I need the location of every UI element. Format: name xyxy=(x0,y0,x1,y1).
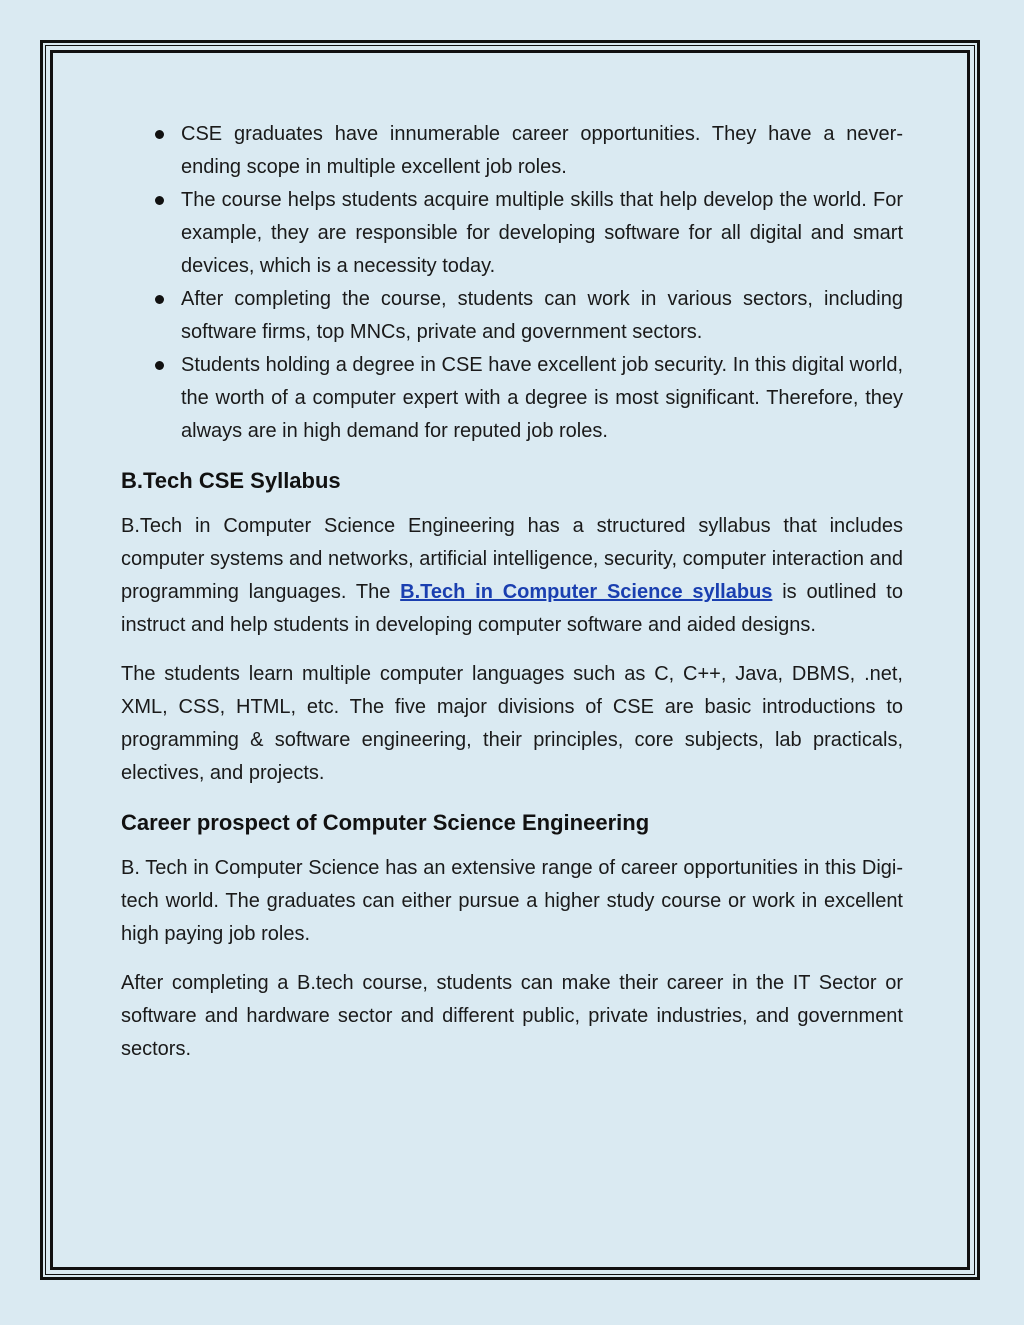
career-heading: Career prospect of Computer Science Engineering xyxy=(121,810,650,835)
bullet-icon xyxy=(155,361,164,370)
career-paragraph-1: B. Tech in Computer Science has an extensive range of career opportunities in this Digi-tech world. The graduates can either pursue a higher study course or work in excellent high paying job roles. xyxy=(121,857,903,945)
list-item xyxy=(121,283,903,349)
list-item xyxy=(121,184,903,283)
syllabus-link[interactable]: B.Tech in Computer Science syllabus xyxy=(400,581,773,603)
syllabus-paragraph-2: The students learn multiple computer languages such as C, C++, Java, DBMS, .net, XML, CSS, HTML, etc. The five major divisions of CSE are basic introductions to programming & software engineering, their principles, core subjects, lab practicals, electives, and projects. xyxy=(121,663,903,784)
syllabus-text-after-link: is outlined to instruct and help students in developing computer software and aided designs. xyxy=(121,581,903,636)
bullet-icon xyxy=(155,196,164,205)
career-paragraph-2: After completing a B.tech course, students can make their career in the IT Sector or software and hardware sector and different public, private industries, and government sectors. xyxy=(121,972,903,1060)
list-item-text: CSE graduates have innumerable career opportunities. They have a never-ending scope in multiple excellent job roles. xyxy=(181,123,903,178)
bullet-icon xyxy=(155,295,164,304)
list-item-text: The course helps students acquire multiple skills that help develop the world. For example, they are responsible for developing software for all digital and smart devices, which is a necessity today. xyxy=(181,189,903,277)
list-item-text: After completing the course, students can work in various sectors, including software firms, top MNCs, private and government sectors. xyxy=(181,288,903,343)
syllabus-heading: B.Tech CSE Syllabus xyxy=(121,468,341,493)
syllabus-paragraph-1 xyxy=(121,510,903,642)
benefits-list xyxy=(121,118,903,448)
document-body xyxy=(121,118,903,1082)
bullet-icon xyxy=(155,130,164,139)
syllabus-text-before-link: B.Tech in Computer Science Engineering has a structured syllabus that includes computer systems and networks, artificial intelligence, security, computer interaction and programming languages. The xyxy=(121,515,903,603)
list-item-text: Students holding a degree in CSE have excellent job security. In this digital world, the worth of a computer expert with a degree is most significant. Therefore, they always are in high demand for reputed job roles. xyxy=(181,354,903,442)
list-item xyxy=(121,118,903,184)
list-item xyxy=(121,349,903,448)
